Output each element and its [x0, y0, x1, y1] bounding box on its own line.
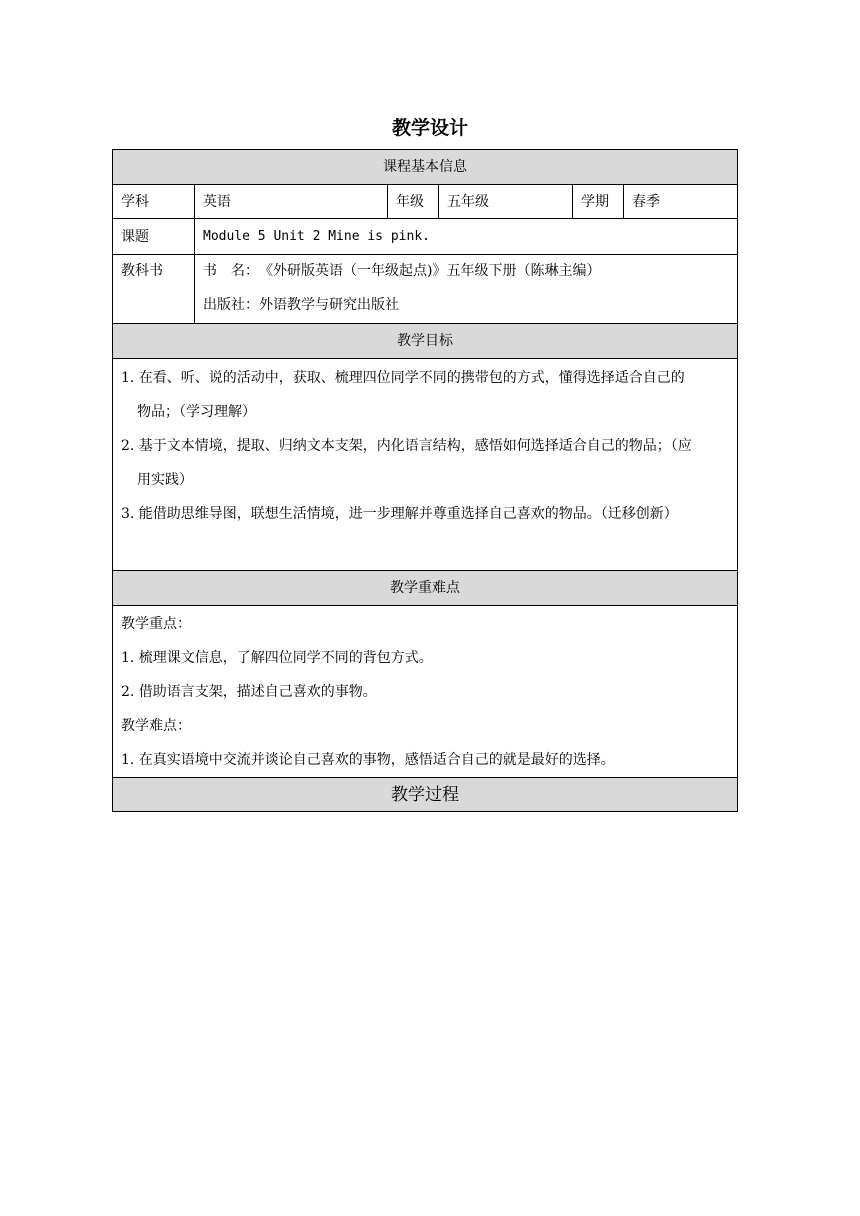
- textbook-label: 教科书: [113, 255, 195, 324]
- key-points-header: 教学重难点: [113, 571, 738, 606]
- objectives-header-row: [113, 324, 738, 359]
- topic-value: Module 5 Unit 2 Mine is pink.: [195, 219, 738, 255]
- publisher-line: 出版社：外语教学与研究出版社: [203, 297, 399, 313]
- term-label: 学期: [573, 185, 624, 219]
- objectives-row: [113, 359, 738, 571]
- term-value: 春季: [624, 185, 738, 219]
- objective-1-line-2: 物品；（学习理解）: [137, 404, 256, 420]
- textbook-info: [195, 255, 738, 324]
- topic-label: 课题: [113, 219, 195, 255]
- objective-3: 3. 能借助思维导图，联想生活情境，进一步理解并尊重选择自己喜欢的物品。（迁移创新）: [121, 506, 678, 522]
- objectives-content: [113, 359, 738, 571]
- key-points-header-row: [113, 571, 738, 606]
- focus-item-1: 1. 梳理课文信息，了解四位同学不同的背包方式。: [121, 650, 433, 666]
- document-title: 教学设计: [391, 117, 468, 139]
- focus-item-2: 2. 借助语言支架，描述自己喜欢的事物。: [121, 684, 377, 700]
- objectives-header: 教学目标: [113, 324, 738, 359]
- objective-2-line-1: 2. 基于文本情境，提取、归纳文本支架，内化语言结构，感悟如何选择适合自己的物品；（应: [121, 438, 692, 454]
- difficulty-item-1: 1. 在真实语境中交流并谈论自己喜欢的事物，感悟适合自己的就是最好的选择。: [121, 752, 615, 768]
- difficulty-label: 教学难点：: [121, 718, 191, 734]
- key-points-content: [113, 606, 738, 778]
- basic-info-header: 课程基本信息: [113, 150, 738, 185]
- topic-row: [113, 219, 738, 255]
- process-header-row: [113, 778, 738, 812]
- textbook-row: [113, 255, 738, 324]
- lesson-plan-table: [112, 149, 738, 812]
- book-name-line: 书 名： 《外研版英语（一年级起点)》五年级下册（陈琳主编）: [203, 263, 601, 279]
- focus-label: 教学重点：: [121, 616, 191, 632]
- basic-info-header-row: [113, 150, 738, 185]
- subject-label: 学科: [113, 185, 195, 219]
- grade-label: 年级: [388, 185, 439, 219]
- process-header: 教学过程: [113, 778, 738, 812]
- subject-value: 英语: [195, 185, 388, 219]
- objective-1-line-1: 1. 在看、听、说的活动中，获取、梳理四位同学不同的携带包的方式，懂得选择适合自己的: [121, 370, 685, 386]
- grade-value: 五年级: [439, 185, 573, 219]
- objective-2-line-2: 用实践）: [137, 472, 193, 488]
- subject-row: [113, 185, 738, 219]
- key-points-row: [113, 606, 738, 778]
